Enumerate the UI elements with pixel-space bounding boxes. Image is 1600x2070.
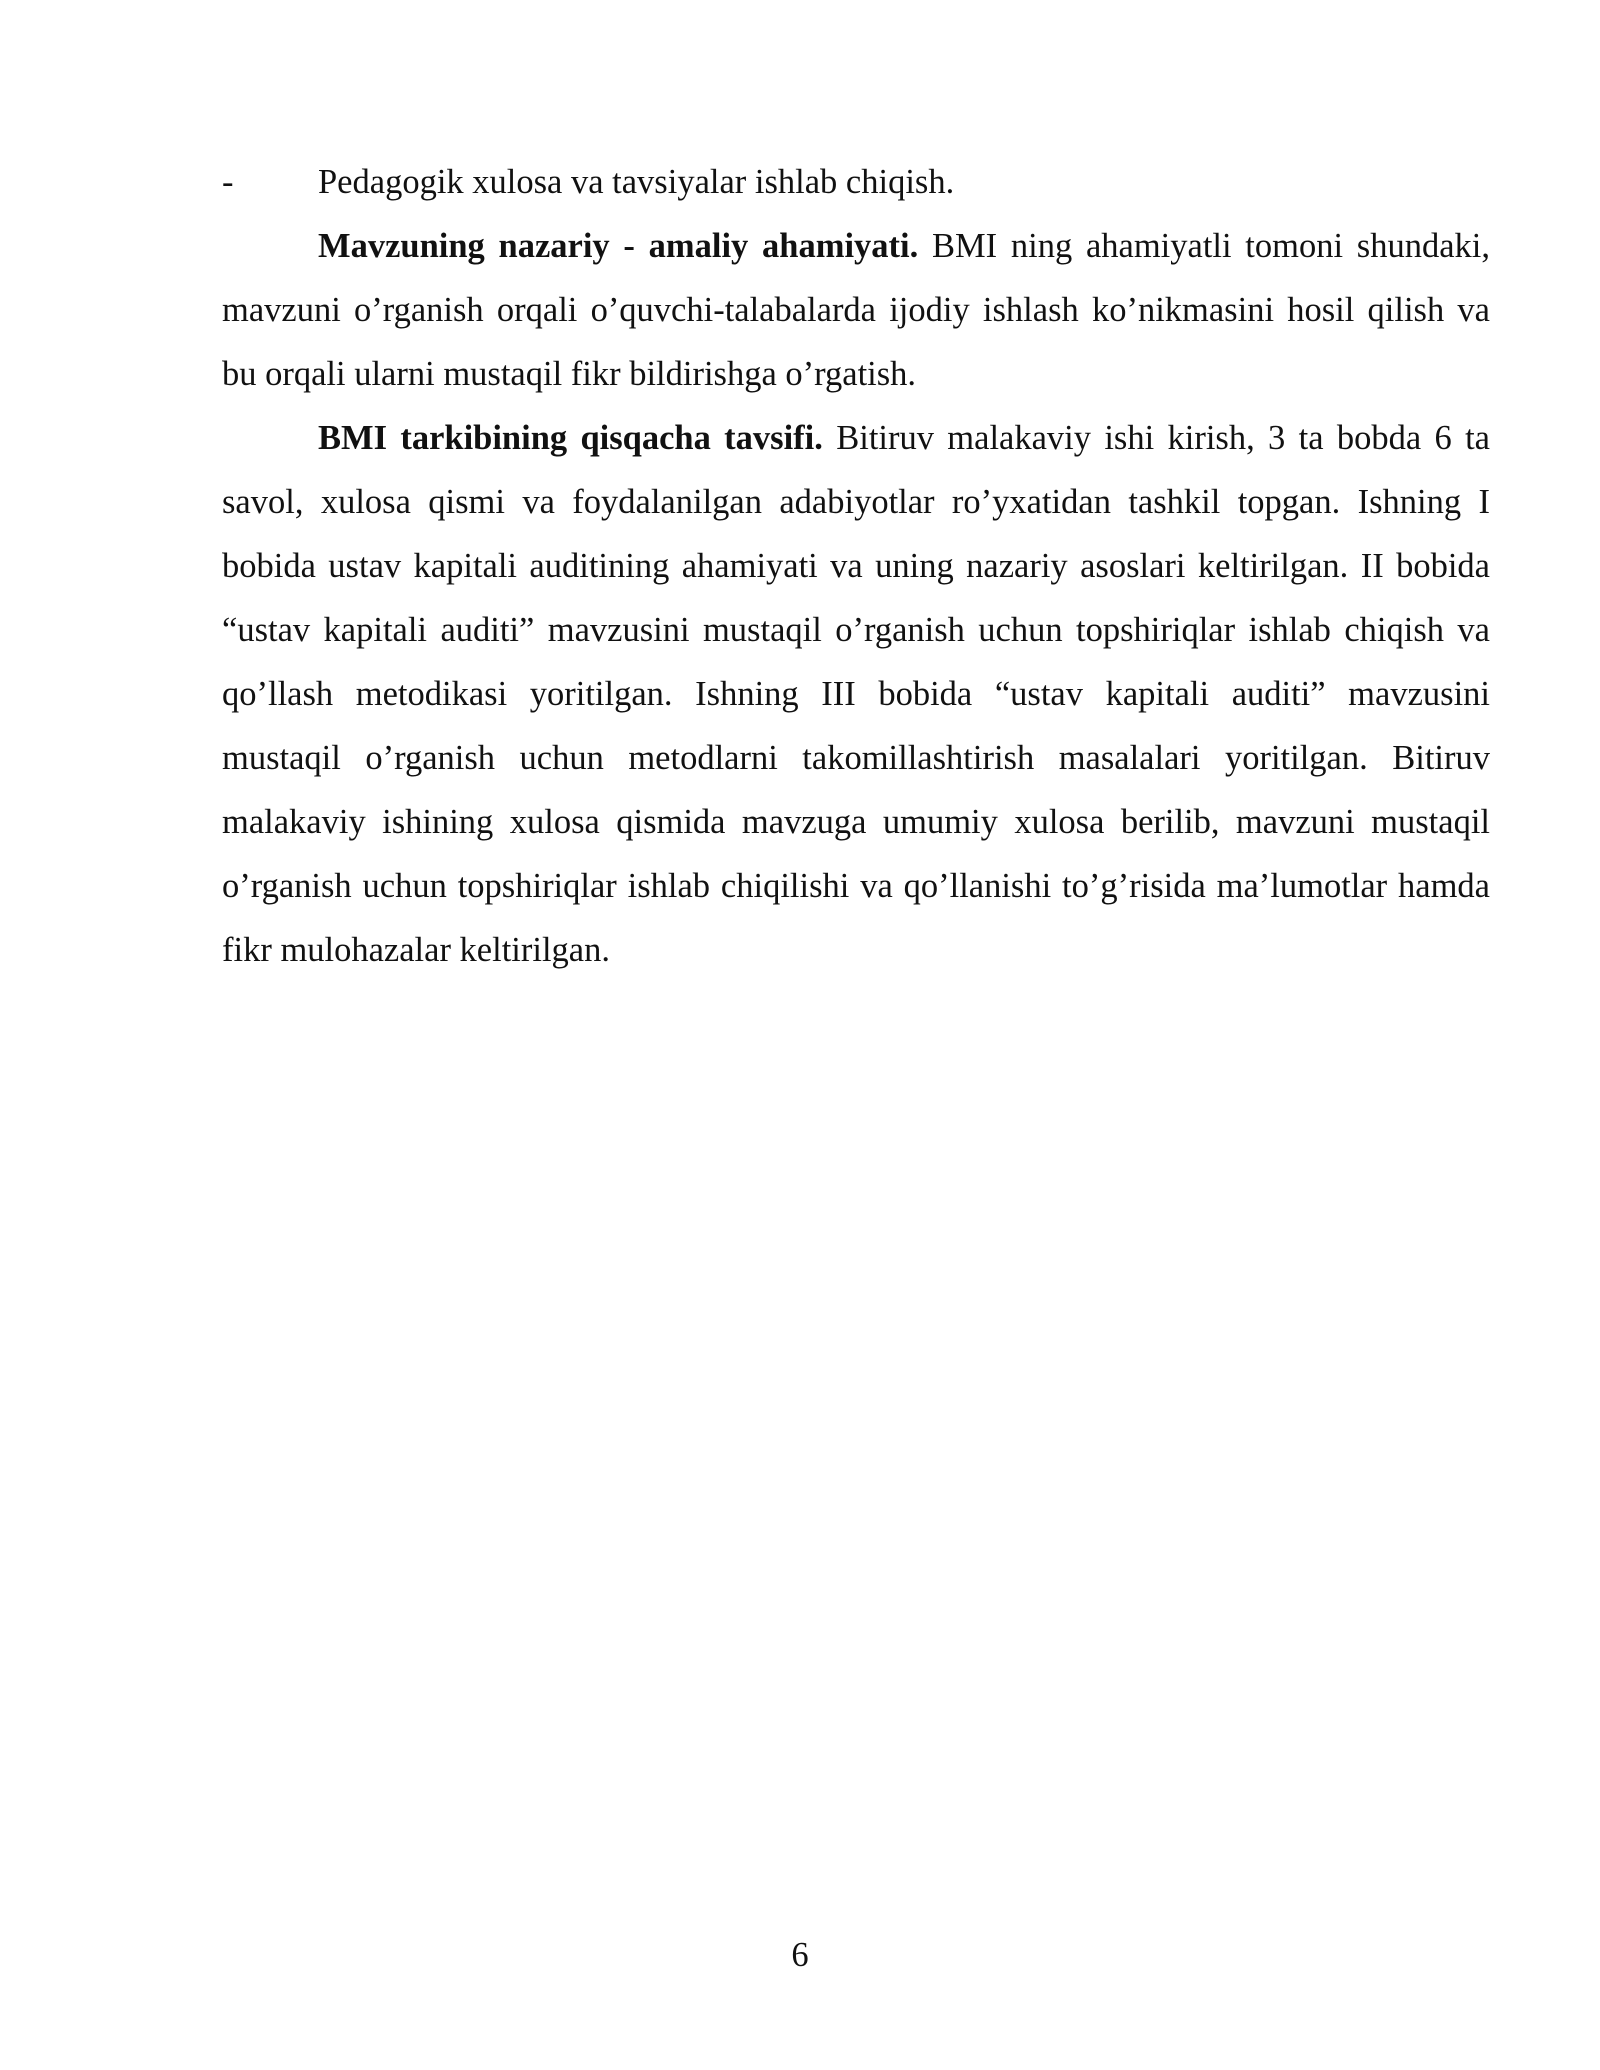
paragraph-heading: BMI tarkibining qisqacha tavsifi.	[318, 419, 823, 457]
page-content	[222, 150, 1490, 982]
bullet-item	[222, 150, 1490, 214]
paragraph-structure	[222, 406, 1490, 982]
bullet-marker: -	[222, 163, 234, 201]
paragraph-heading: Mavzuning nazariy - amaliy ahamiyati.	[318, 227, 919, 265]
paragraph-significance	[222, 214, 1490, 406]
bullet-text: Pedagogik xulosa va tavsiyalar ishlab chiqish.	[318, 163, 955, 201]
paragraph-body: Bitiruv malakaviy ishi kirish, 3 ta bobda 6 ta savol, xulosa qismi va foydalanilgan adabiyotlar ro’yxatidan tashkil topgan. Ishning I bobida ustav kapitali auditining ahamiyati va uning nazariy asoslari keltirilgan. II bobida “ustav kapitali auditi” mavzusini mustaqil o’rganish uchun topshiriqlar ishlab chiqish va qo’llash metodikasi yoritilgan. Ishning III bobida “ustav kapitali auditi” mavzusini mustaqil o’rganish uchun metodlarni takomillashtirish masalalari yoritilgan. Bitiruv malakaviy ishining xulosa qismida mavzuga umumiy xulosa berilib, mavzuni mustaqil o’rganish uchun topshiriqlar ishlab chiqilishi va qo’llanishi to’g’risida ma’lumotlar hamda fikr mulohazalar keltirilgan.	[222, 419, 1490, 969]
paragraph-body: BMI ning ahamiyatli tomoni shundaki, mavzuni o’rganish orqali o’quvchi-talabalarda ijodiy ishlash ko’nikmasini hosil qilish va bu orqali ularni mustaqil fikr bildirishga o’rgatish.	[222, 227, 1490, 393]
page-number: 6	[791, 1936, 809, 1974]
